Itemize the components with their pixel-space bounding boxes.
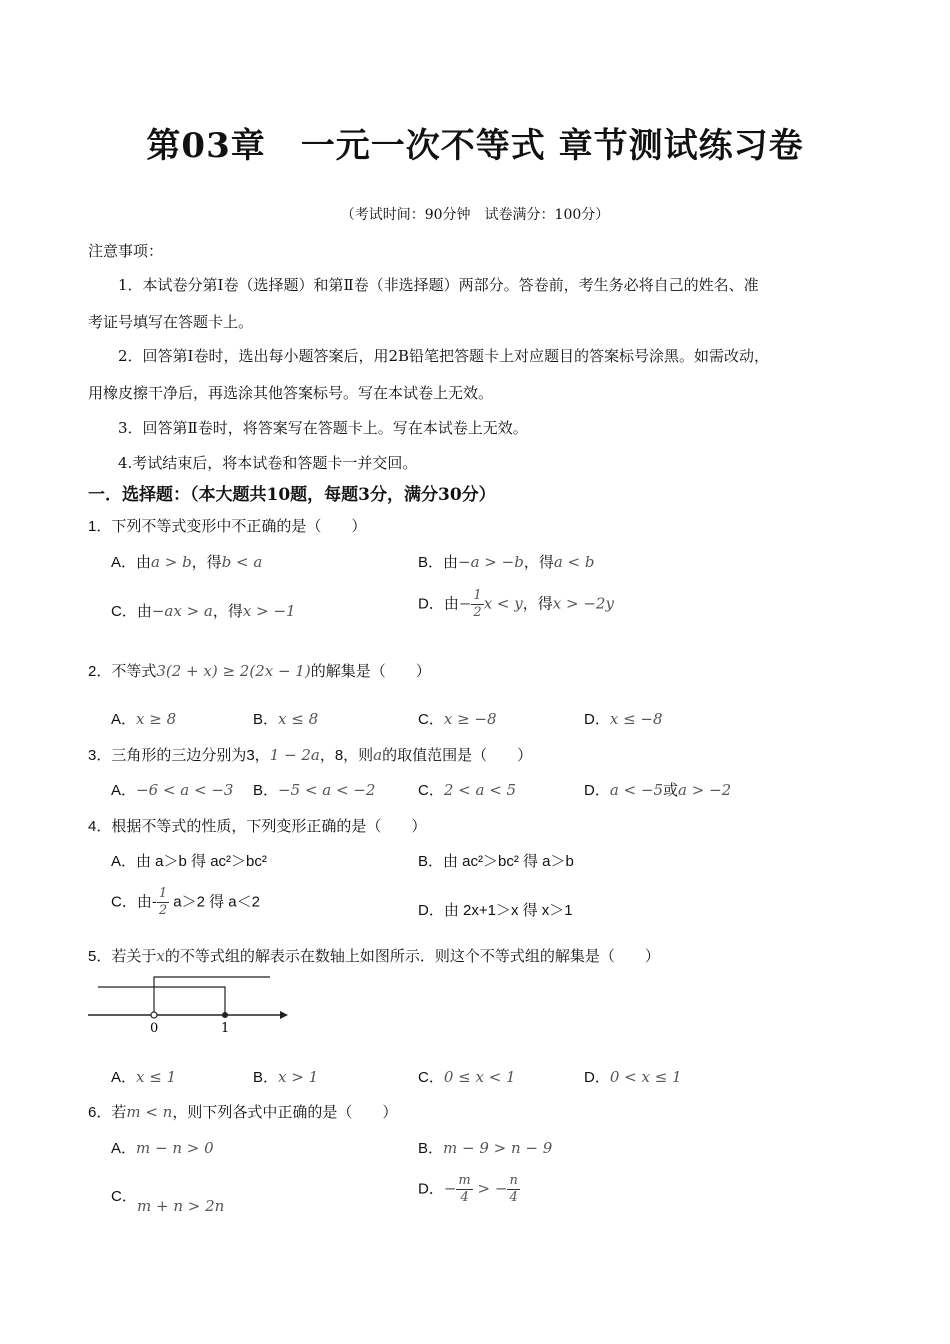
notice-item-1-cont: 考证号填写在答题卡上。 — [88, 313, 254, 331]
number-line-figure — [80, 970, 300, 1040]
question-6-option-c: m + n > 2n — [137, 1197, 225, 1215]
question-3-option-c: C．2 < a < 5 — [418, 781, 517, 799]
question-4-stem: 4．根据不等式的性质，下列变形正确的是（ ） — [88, 818, 427, 835]
question-4-option-a: A．由 a＞b 得 ac²＞bc² — [111, 853, 267, 870]
question-1-option-a — [111, 551, 262, 572]
option-text: ，得 — [522, 595, 553, 613]
question-5-option-a: A．x ≤ 1 — [111, 1068, 177, 1086]
question-3-option-b: B．−5 < a < −2 — [253, 781, 376, 799]
question-2-stem — [88, 660, 431, 681]
question-1-option-d — [418, 588, 614, 621]
math-expr: − — [458, 594, 472, 613]
question-5-option-d: D．0 < x ≤ 1 — [584, 1068, 682, 1086]
tick-label-1: 1 — [221, 1021, 230, 1036]
question-3-option-d: D．a < −5或a > −2 — [584, 781, 732, 799]
question-2-option-d: D．x ≤ −8 — [584, 710, 663, 728]
question-6-option-c-label: C． — [111, 1188, 137, 1205]
question-4-option-d: D．由 2x+1＞x 得 x＞1 — [418, 902, 573, 919]
stem-text: 的解集是（ ） — [310, 663, 431, 680]
math-expr: 3(2 + x) ≥ 2(2x − 1) — [156, 662, 311, 680]
notice-item-4: 4.考试结束后，将本试卷和答题卡一并交回。 — [118, 454, 418, 472]
fraction: $\frac{1}{2}$ — [158, 886, 168, 918]
option-text: ，得 — [523, 554, 554, 571]
question-6-option-b: B．m − 9 > n − 9 — [418, 1139, 553, 1157]
notice-item-1: 1．本试卷分第Ⅰ卷（选择题）和第Ⅱ卷（非选择题）两部分。答卷前，考生务必将自己的姓名、准 — [118, 276, 759, 294]
option-text: ，得 — [191, 554, 222, 571]
question-6-option-a: A．m − n > 0 — [111, 1139, 214, 1157]
option-text: ，得 — [212, 603, 243, 620]
question-2-option-a: A．x ≥ 8 — [111, 710, 177, 728]
fraction: $\frac{m}{4}$ — [458, 1173, 471, 1205]
tick-label-0: 0 — [150, 1021, 159, 1036]
option-label: C．由 — [111, 603, 152, 620]
fraction: $\frac{1}{2}$ — [473, 588, 482, 620]
notice-heading: 注意事项： — [88, 242, 164, 260]
stem-text: 2．不等式 — [88, 663, 157, 680]
question-4-option-b: B．由 ac²＞bc² 得 a＞b — [418, 853, 574, 870]
notice-item-2-cont: 用橡皮擦干净后，再选涂其他答案标号。写在本试卷上无效。 — [88, 384, 494, 402]
question-3-option-a: A．−6 < a < −3 — [111, 781, 234, 799]
question-2-option-c: C．x ≥ −8 — [418, 710, 497, 728]
option-label: A．由 — [111, 554, 152, 571]
question-4-option-c: C．由- $\frac{1}{2}$ a＞2 得 a＜2 — [111, 886, 260, 918]
interval-lower-bracket — [154, 977, 270, 1015]
notice-item-3: 3．回答第Ⅱ卷时，将答案写在答题卡上。写在本试卷上无效。 — [118, 419, 528, 437]
math-expr: x > −1 — [242, 602, 296, 620]
page-title: 第03章 一元一次不等式 章节测试练习卷 — [146, 126, 804, 166]
question-2-option-b: B．x ≤ 8 — [253, 710, 319, 728]
question-1-option-b — [418, 551, 594, 572]
question-6-stem: 6．若m < n，则下列各式中正确的是（ ） — [88, 1103, 398, 1121]
question-5-option-b: B．x > 1 — [253, 1068, 319, 1086]
math-expr: −a > −b — [458, 553, 524, 571]
notice-item-2: 2．回答第Ⅰ卷时，选出每小题答案后，用2B铅笔把答题卡上对应题目的答案标号涂黑。如需改动， — [118, 347, 770, 365]
open-point — [151, 1012, 157, 1018]
question-1-stem: 1．下列不等式变形中不正确的是（ ） — [88, 518, 367, 535]
exam-info: （考试时间：90分钟 试卷满分：100分） — [340, 207, 610, 223]
question-3-stem: 3．三角形的三边分别为3，1 − 2a，8，则a的取值范围是（ ） — [88, 746, 533, 764]
question-6-option-d: D．− $\frac{m}{4}$ > − $\frac{n}{4}$ — [418, 1173, 518, 1205]
math-expr: x < y — [483, 594, 523, 613]
option-label: B．由 — [418, 554, 459, 571]
math-expr: a > b — [151, 553, 192, 571]
question-5-option-c: C．0 ≤ x < 1 — [418, 1068, 516, 1086]
math-expr: −ax > a — [151, 602, 213, 620]
closed-point — [222, 1012, 228, 1018]
math-expr: a < b — [553, 553, 595, 571]
math-expr: x > −2y — [552, 594, 614, 613]
axis-arrow — [280, 1011, 288, 1019]
option-label: D．由 — [418, 595, 459, 613]
fraction: $\frac{n}{4}$ — [509, 1173, 518, 1205]
math-expr: b < a — [221, 553, 263, 571]
interval-upper-bracket — [98, 987, 225, 1015]
question-1-option-c — [111, 600, 296, 621]
section-heading: 一．选择题：（本大题共10题，每题3分，满分30分） — [88, 485, 496, 505]
question-5-stem: 5．若关于x的不等式组的解表示在数轴上如图所示．则这个不等式组的解集是（ ） — [88, 947, 660, 965]
